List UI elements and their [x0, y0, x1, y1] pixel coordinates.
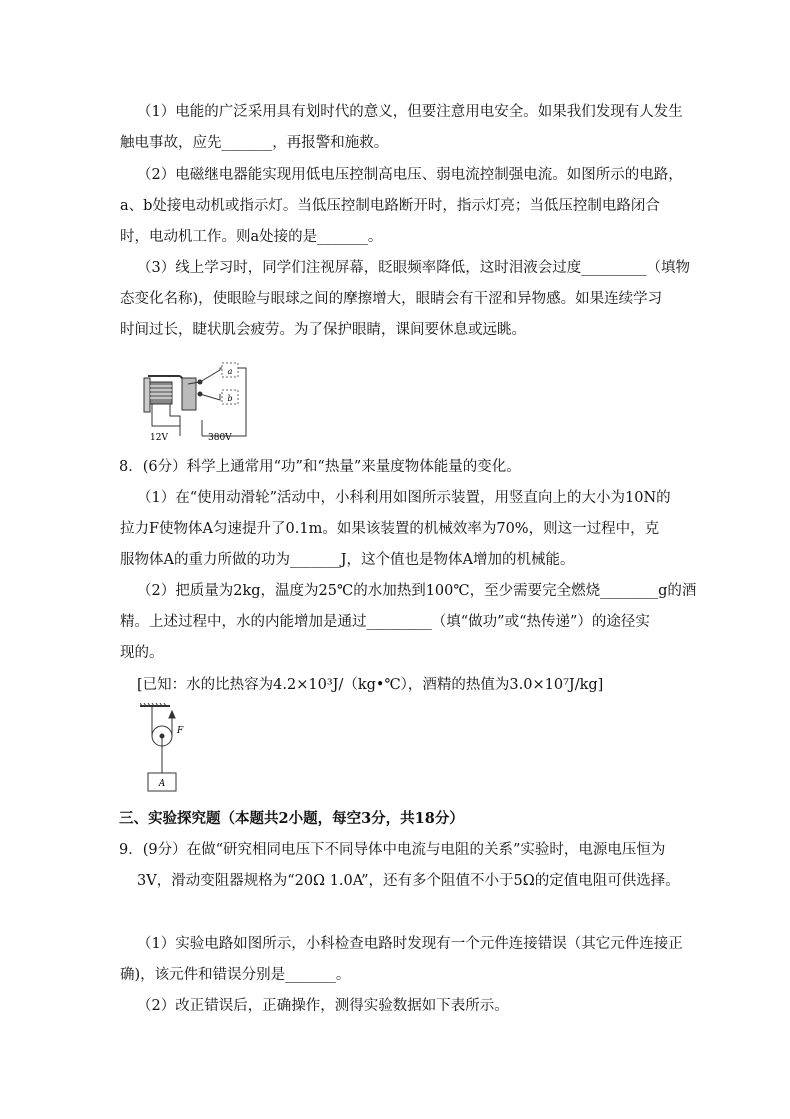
pulley-figure — [140, 703, 200, 795]
section-title: 三、实验探究题（本题共2小题，每空3分，共18分） — [119, 810, 464, 827]
label-380v: 380V — [208, 433, 232, 442]
q7-p2-line2: a、b处接电动机或指示灯。当低压控制电路断开时，指示灯亮；当低压控制电路闭合 — [120, 198, 660, 214]
q9-p1-line2: 确)，该元件和错误分别是_______。 — [120, 967, 351, 983]
label-b: b — [227, 394, 233, 403]
q8-known-values: [已知：水的比热容为4.2×10³J/（kg•℃），酒精的热值为3.0×10⁷J/kg] — [137, 677, 604, 693]
q8-p1-line3: 服物体A的重力所做的功为_______J，这个值也是物体A增加的机械能。 — [120, 552, 575, 568]
q7-p3-line2: 态变化名称)，使眼睑与眼球之间的摩擦增大，眼睛会有干涩和异物感。如果连续学习 — [120, 291, 663, 307]
relay-circuit-figure — [140, 360, 250, 442]
label-object-a: A — [158, 779, 166, 789]
q9-stem-line2: 3V，滑动变阻器规格为“20Ω 1.0A”，还有多个阻值不小于5Ω的定值电阻可供选择。 — [137, 873, 680, 889]
relay-circuit-diagram — [140, 360, 250, 442]
q7-p2-line1: （2）电磁继电器能实现用低电压控制高电压、弱电流控制强电流。如图所示的电路， — [137, 167, 683, 183]
label-12v: 12V — [150, 433, 168, 442]
q7-p3-line1: （3）线上学习时，同学们注视屏幕，眨眼频率降低，这时泪液会过度_________（填物 — [137, 260, 690, 276]
q9-p2: （2）改正错误后，正确操作，测得实验数据如下表所示。 — [137, 998, 509, 1014]
q8-p2-line1: （2）把质量为2kg，温度为25℃的水加热到100℃，至少需要完全燃烧________g的酒 — [137, 583, 697, 599]
q8-p2-line2: 精。上述过程中，水的内能增加是通过_________（填“做功”或“热传递”）的途径实 — [120, 614, 650, 630]
label-a: a — [227, 367, 233, 376]
q9-stem-line1: 9．(9分）在做“研究相同电压下不同导体中电流与电阻的关系”实验时，电源电压恒为 — [119, 842, 666, 858]
q8-p1-line2: 拉力F使物体A匀速提升了0.1m。如果该装置的机械效率为70%，则这一过程中，克 — [120, 521, 660, 537]
q8-p1-line1: （1）在“使用动滑轮”活动中，小科利用如图所示装置，用竖直向上的大小为10N的 — [137, 490, 671, 506]
q9-p1-line1: （1）实验电路如图所示，小科检查电路时发现有一个元件连接错误（其它元件连接正 — [137, 936, 683, 952]
q7-p1-line1: （1）电能的广泛采用具有划时代的意义，但要注意用电安全。如果我们发现有人发生 — [137, 104, 683, 120]
q7-p2-line3: 时，电动机工作。则a处接的是_______。 — [120, 229, 383, 245]
q7-p3-line3: 时间过长，睫状肌会疲劳。为了保护眼睛，课间要休息或远眺。 — [120, 322, 526, 338]
q8-stem: 8．(6分）科学上通常用“功”和“热量”来量度物体能量的变化。 — [119, 459, 521, 475]
pulley-diagram — [140, 703, 200, 795]
label-force-f: F — [177, 726, 184, 736]
q8-p2-line3: 现的。 — [120, 645, 164, 661]
q7-p1-line2: 触电事故，应先_______，再报警和施救。 — [120, 135, 389, 151]
